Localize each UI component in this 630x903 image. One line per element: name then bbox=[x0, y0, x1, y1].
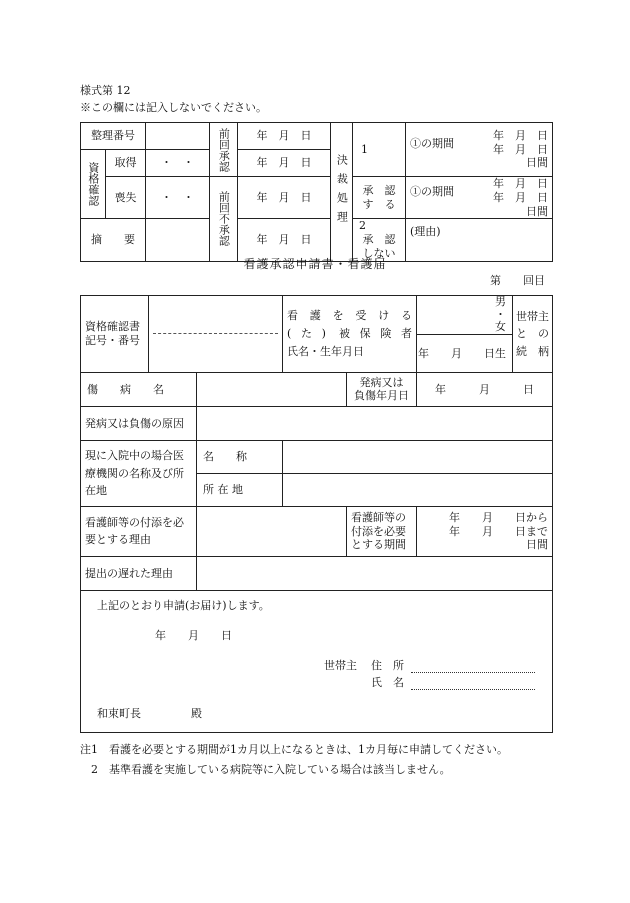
kikan-value[interactable] bbox=[417, 506, 553, 556]
page-title: 看護承認申請書・看護届 bbox=[243, 257, 387, 271]
shoubyou-label: 傷 病 名 bbox=[81, 372, 197, 406]
kigou-divider bbox=[153, 333, 278, 334]
hihoken-name[interactable] bbox=[417, 296, 513, 335]
riyuu-label: (理由) bbox=[406, 219, 553, 261]
hihoken-l2: (た) 被保険者 bbox=[287, 327, 412, 341]
soushitsu-dots: ・ ・ bbox=[146, 177, 210, 219]
declaration-block bbox=[81, 590, 553, 732]
soushitsu-label: 喪失 bbox=[106, 177, 146, 219]
admin-table bbox=[80, 122, 553, 262]
zenkai-fushounin-date2: 年 月 日 bbox=[238, 219, 331, 261]
sex-selector[interactable] bbox=[417, 296, 512, 334]
kikan-to: 年 月 日まで bbox=[449, 524, 548, 538]
zenkai-fushounin-text: 前回不承認 bbox=[217, 191, 231, 247]
riyuu-label: 看護師等の付添を必要とする理由 bbox=[81, 506, 197, 556]
kikan2-to: 年 月 日 bbox=[493, 190, 548, 204]
kikan1-cell bbox=[406, 123, 553, 177]
hasshou-date[interactable]: 年 月 日 bbox=[417, 372, 553, 406]
seiri-label: 整理番号 bbox=[81, 123, 146, 150]
meishou-label: 名 称 bbox=[197, 440, 283, 473]
kikan2-dates bbox=[493, 177, 548, 218]
kikan-label: 看護師等の 付添を必要 とする期間 bbox=[347, 506, 417, 556]
riyuu-value[interactable] bbox=[197, 506, 347, 556]
okure-label: 提出の遅れた理由 bbox=[81, 556, 197, 590]
shimei-line[interactable] bbox=[411, 676, 535, 690]
kikan-days: 日間 bbox=[526, 538, 548, 552]
kessai-text: 決裁処理 bbox=[335, 153, 349, 230]
genin-label: 発病又は負傷の原因 bbox=[81, 406, 197, 440]
seiri-value bbox=[146, 123, 210, 150]
juusho-line[interactable] bbox=[411, 659, 535, 673]
birthdate[interactable]: 年 月 日生 bbox=[417, 334, 513, 372]
kigou-label: 資格確認書 記号・番号 bbox=[81, 296, 149, 373]
shounin-shinai: 承 認 しない bbox=[362, 233, 396, 260]
kigou-value[interactable] bbox=[149, 296, 283, 373]
hasshou-label: 発病又は 負傷年月日 bbox=[347, 372, 417, 406]
zenkai-shounin-date2: 年 月 日 bbox=[238, 150, 331, 177]
zenkai-fushounin-label bbox=[210, 177, 238, 262]
juusho-label: 住 所 bbox=[371, 658, 404, 672]
hihoken-l1: 看護を受ける bbox=[287, 309, 412, 323]
zenkai-shounin-label bbox=[210, 123, 238, 177]
shutoku-dots: ・ ・ bbox=[146, 150, 210, 177]
zenkai-fushounin-date1: 年 月 日 bbox=[238, 177, 331, 219]
shozaichi-value[interactable] bbox=[283, 473, 553, 506]
shozaichi-label: 所 在 地 bbox=[197, 473, 283, 506]
shimei-dotted bbox=[411, 676, 535, 690]
addressee: 和束町長 bbox=[97, 706, 141, 720]
kikan1-label: ①の期間 bbox=[410, 136, 454, 150]
kikan2-label: ①の期間 bbox=[410, 185, 454, 198]
genin-value[interactable] bbox=[197, 406, 553, 440]
kikan1-days: 日間 bbox=[526, 156, 548, 170]
sex-female[interactable]: 女 bbox=[495, 320, 506, 334]
shikaku-label bbox=[81, 150, 106, 219]
sex-dot: ・ bbox=[495, 307, 506, 321]
dai-kai: 第 回目 bbox=[490, 274, 545, 287]
meishou-value[interactable] bbox=[283, 440, 553, 473]
application-form bbox=[80, 295, 553, 733]
shutoku-label: 取得 bbox=[106, 150, 146, 177]
kikan2-from: 年 月 日 bbox=[493, 177, 548, 190]
kikan1-to: 年 月 日 bbox=[493, 142, 548, 156]
shounin-suru: 承 認 す る bbox=[353, 177, 406, 219]
kikan1-dates bbox=[493, 129, 548, 170]
two-label: 2 bbox=[359, 219, 366, 233]
hihoken-label bbox=[283, 296, 417, 373]
kikan2-days: 日間 bbox=[526, 204, 548, 218]
kessai-label bbox=[331, 123, 353, 262]
note-1: 注1 看護を必要とする期間が1カ月以上になるときは、1カ月毎に申請してください。 bbox=[80, 743, 508, 756]
kikan1-from: 年 月 日 bbox=[493, 128, 548, 142]
setainushi-label: 世帯主 と の 続 柄 bbox=[513, 296, 553, 373]
sex-male[interactable]: 男 bbox=[495, 295, 506, 308]
hihoken-l3: 氏名・生年月日 bbox=[287, 344, 364, 358]
kikan-from: 年 月 日から bbox=[449, 510, 548, 524]
statement: 上記のとおり申請(お届け)します。 bbox=[97, 598, 270, 612]
zenkai-shounin-date1: 年 月 日 bbox=[238, 123, 331, 150]
iryou-label: 現に入院中の場合医療機関の名称及び所在地 bbox=[81, 440, 197, 506]
setainushi-sig-label: 世帯主 bbox=[324, 658, 357, 672]
zenkai-shounin-text: 前回承認 bbox=[217, 127, 231, 172]
office-use-note: ※この欄には記入しないでください。 bbox=[80, 101, 267, 114]
juusho-dotted bbox=[411, 659, 535, 673]
tekiyou-label: 摘 要 bbox=[81, 219, 146, 261]
note-2: 2 基準看護を実施している病院等に入院している場合は該当しません。 bbox=[80, 763, 451, 776]
form-number: 様式第 12 bbox=[80, 84, 131, 97]
kikan2-cell bbox=[406, 177, 553, 219]
one-label: 1 bbox=[353, 123, 406, 177]
okure-value[interactable] bbox=[197, 556, 553, 590]
declaration-date[interactable]: 年 月 日 bbox=[155, 628, 232, 642]
shimei-label: 氏 名 bbox=[371, 675, 404, 689]
shoubyou-value[interactable] bbox=[197, 372, 347, 406]
shikaku-text: 資格確認 bbox=[86, 162, 100, 207]
dono: 殿 bbox=[191, 706, 202, 720]
